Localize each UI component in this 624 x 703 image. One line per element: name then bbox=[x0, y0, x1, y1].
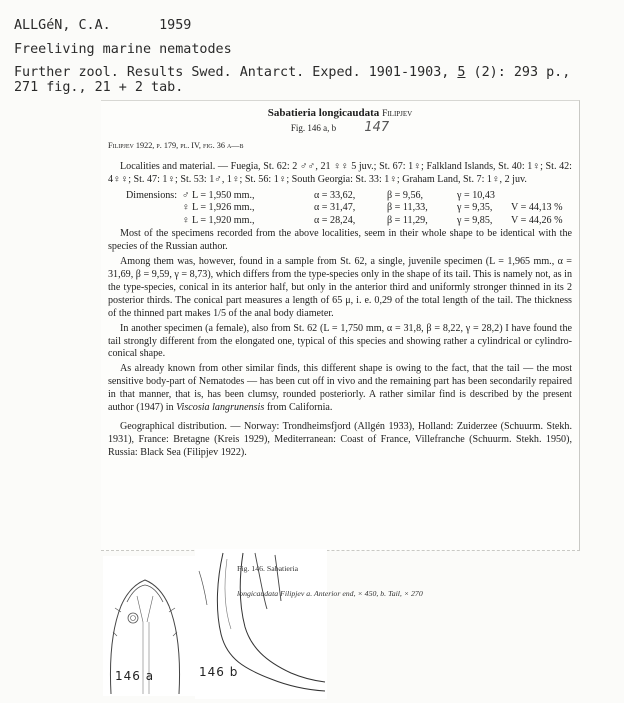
dimension-beta: β = 9,56, bbox=[387, 189, 424, 201]
dimension-alpha: α = 28,24, bbox=[314, 215, 356, 227]
figure-reference bbox=[108, 119, 572, 135]
figure-ref-text: Fig. 146 a, b bbox=[290, 122, 337, 133]
reference-title: Freeliving marine nematodes bbox=[14, 42, 232, 57]
dimension-L: L = 1,926 mm., bbox=[192, 202, 255, 214]
reference-author-line bbox=[14, 17, 191, 34]
dimension-beta: β = 11,33, bbox=[387, 202, 428, 214]
dimension-sex: ♀ bbox=[182, 215, 190, 227]
dimensions-label: Dimensions: bbox=[126, 189, 178, 201]
species-author: Filipjev bbox=[382, 109, 413, 119]
reference-author: ALLGéN, C.A. bbox=[14, 18, 111, 33]
species-name: Sabatieria longicaudata bbox=[267, 107, 380, 119]
dimension-L: L = 1,950 mm., bbox=[192, 189, 255, 201]
dimension-alpha: α = 33,62, bbox=[314, 189, 356, 201]
paragraph-4 bbox=[108, 363, 572, 415]
dimension-gamma: γ = 10,43 bbox=[457, 189, 495, 201]
dimension-V: V = 44,13 % bbox=[511, 202, 563, 214]
geographical-distribution: Geographical distribution. — Norway: Trondheimsfjord (Allgén 1933), Holland: Zuiderzee (Schuurm. Stekh. 1931), France: Bretagne (Kreis 1929), Mediterranean: Coast of France, Villefranche (Schuurm. Stekh. 1950), Russia: Black Sea (Filipjev 1922). bbox=[108, 420, 572, 458]
dimensions-table bbox=[126, 190, 572, 229]
dimension-V: V = 44,26 % bbox=[511, 215, 563, 227]
dimension-beta: β = 11,29, bbox=[387, 215, 428, 227]
paragraph-4-end: from California. bbox=[266, 402, 333, 414]
dimensions-row bbox=[126, 190, 572, 203]
caption-line-2: longicaudata Filipjev a. Anterior end, × 450, b. Tail, × 270 bbox=[237, 589, 423, 598]
caption-line-1: Fig. 146. Sabatieria bbox=[237, 564, 299, 573]
figure-label-b: 146 b bbox=[199, 665, 239, 679]
handwritten-number: 147 bbox=[364, 119, 390, 135]
figure-caption bbox=[237, 556, 567, 606]
reference-source: Further zool. Results Swed. Antarct. Exped. 1901-1903, bbox=[14, 65, 450, 80]
paragraph-3: In another specimen (a female), also from St. 62 (L = 1,750 mm, α = 31,8, β = 8,22, γ = 28,2) I have found the tail strongly different from the elongated one, typical of this species and showing rather a cylindrical or cylindro-conical shape. bbox=[108, 322, 572, 360]
figure-146 bbox=[101, 549, 579, 700]
dimension-L: L = 1,920 mm., bbox=[192, 215, 255, 227]
dimensions-row bbox=[126, 215, 572, 228]
paragraph-2: Among them was, however, found in a sample from St. 62, a single, juvenile specimen (L = 1,965 mm., α = 31,69, β = 9,59, γ = 8,73), which differs from the type-species only in the shape of its tail. This is namely not, as in the type-species, conical in its anterior half, but only in the anterior third and uniformly stronger thinned in its 2 posterior thirds. The conical part measures a length of 65 μ, i. e. 0,29 of the total length of the tail. The thickness of the thinned part makes 1/5 of the anal body diameter. bbox=[108, 256, 572, 319]
dimension-sex: ♀ bbox=[182, 202, 190, 214]
dimension-sex: ♂ bbox=[182, 189, 190, 201]
article-clipping bbox=[101, 100, 580, 551]
reference-volume: 5 bbox=[457, 65, 466, 80]
paragraph-4-species: Viscosia langrunensis bbox=[176, 402, 265, 414]
reference-source-line2: 271 fig., 21 + 2 tab. bbox=[14, 80, 184, 95]
article-body bbox=[108, 107, 572, 462]
species-heading bbox=[108, 107, 572, 121]
reference-year: 1959 bbox=[159, 18, 192, 33]
dimension-gamma: γ = 9,35, bbox=[457, 202, 493, 214]
dimension-alpha: α = 31,47, bbox=[314, 202, 356, 214]
dimensions-row bbox=[126, 202, 572, 215]
dimension-gamma: γ = 9,85, bbox=[457, 215, 493, 227]
paragraph-1: Most of the specimens recorded from the above localities, seem in their whole shape to be identical with the species of the Russian author. bbox=[108, 228, 572, 253]
citation: Filipjev 1922, p. 179, pl. IV, fig. 36 a—b bbox=[108, 140, 244, 150]
figure-label-a: 146 a bbox=[115, 669, 155, 683]
paragraph-4-text: As already known from other similar finds, this different shape is owing to the fact, that the tail — the most sensitive body-part of Nematodes — has been cut off in vivo and the remaining part has been secondarily repaired in that manner, that is, has been clumsy, rounded posteriorly. A rather similar find is described by the present author (1947) in bbox=[108, 363, 572, 414]
localities-paragraph: Localities and material. — Fuegia, St. 62: 2 ♂♂, 21 ♀♀ 5 juv.; St. 67: 1♀; Falkland Islands, St. 40: 1♀; St. 42: 4♀♀; St. 47: 1♀; St. 53: 1♂, 1♀; St. 56: 1♀; South Georgia: St. 33: 1♀; Graham Land, St. 7: 1♀, 2 juv. bbox=[108, 160, 572, 185]
reference-pages: (2): 293 p., bbox=[473, 65, 571, 80]
